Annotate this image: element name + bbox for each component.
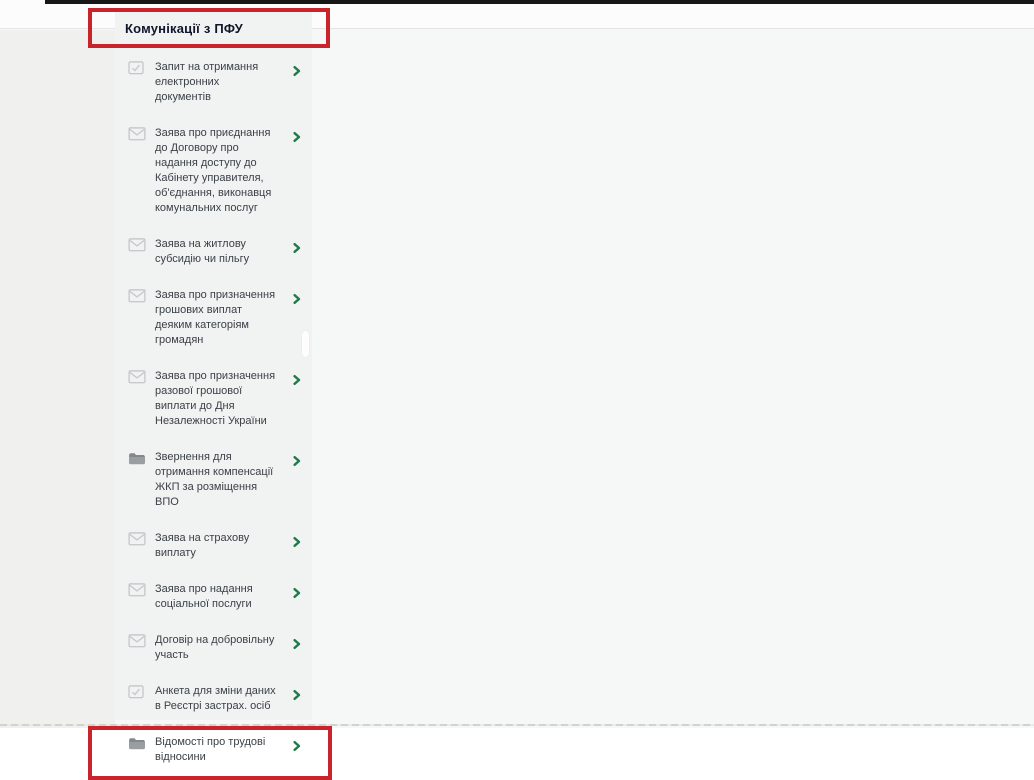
menu-item-label: Заява про призначення разової грошової виплати до Дня Незалежності України (155, 370, 276, 427)
chevron-right-icon (293, 636, 302, 654)
page-background-left (0, 30, 115, 728)
envelope-icon (128, 634, 146, 648)
menu-item[interactable] (128, 237, 302, 267)
chevron-right-icon (293, 63, 302, 81)
envelope-icon (128, 127, 146, 141)
menu-item-label: Заява на страхову виплату (155, 532, 250, 559)
chevron-right-icon (293, 738, 302, 756)
envelope-icon (128, 289, 146, 303)
menu-item[interactable] (128, 450, 302, 510)
envelope-icon (128, 238, 146, 252)
menu-title: Комунікації з ПФУ (125, 21, 243, 36)
folder-icon (128, 736, 146, 750)
bottom-edge-line (0, 724, 1034, 726)
menu-item[interactable] (128, 288, 302, 348)
chevron-right-icon (293, 129, 302, 147)
menu-item[interactable] (128, 582, 302, 612)
chevron-right-icon (293, 534, 302, 552)
menu-panel (115, 10, 312, 763)
chevron-right-icon (293, 585, 302, 603)
chevron-right-icon (293, 240, 302, 258)
menu-item-label: Заява про призначення грошових виплат деяким категоріям громадян (155, 289, 276, 346)
menu-item[interactable] (128, 633, 302, 663)
form-check-icon (128, 61, 146, 75)
menu-item[interactable] (128, 684, 302, 714)
menu-item[interactable] (128, 369, 302, 429)
menu-list (115, 48, 312, 765)
envelope-icon (128, 370, 146, 384)
scrollbar-thumb[interactable] (302, 331, 309, 357)
menu-item-label: Заява про приєднання до Договору про надання доступу до Кабінету управителя, об'єднання, виконавця комунальних послуг (155, 127, 272, 214)
menu-item[interactable] (128, 531, 302, 561)
menu-item[interactable] (128, 735, 302, 765)
chevron-right-icon (293, 291, 302, 309)
menu-item-label: Звернення для отримання компенсації ЖКП за розміщення ВПО (155, 451, 274, 508)
menu-item-label: Запит на отримання електронних документів (155, 61, 259, 103)
chevron-right-icon (293, 453, 302, 471)
chevron-right-icon (293, 372, 302, 390)
menu-item-label: Відомості про трудові відносини (155, 736, 266, 763)
menu-item-label: Заява на житлову субсидію чи пільгу (155, 238, 250, 265)
envelope-icon (128, 583, 146, 597)
menu-item[interactable] (128, 60, 302, 105)
top-black-bar (45, 0, 1034, 4)
chevron-right-icon (293, 687, 302, 705)
form-check-icon (128, 685, 146, 699)
menu-item-label: Договір на добровільну участь (155, 634, 275, 661)
envelope-icon (128, 532, 146, 546)
folder-icon (128, 451, 146, 465)
menu-item-label: Анкета для зміни даних в Реєстрі застрах. осіб (155, 685, 276, 712)
menu-item[interactable] (128, 126, 302, 216)
menu-header (115, 10, 312, 48)
menu-item-label: Заява про надання соціальної послуги (155, 583, 253, 610)
